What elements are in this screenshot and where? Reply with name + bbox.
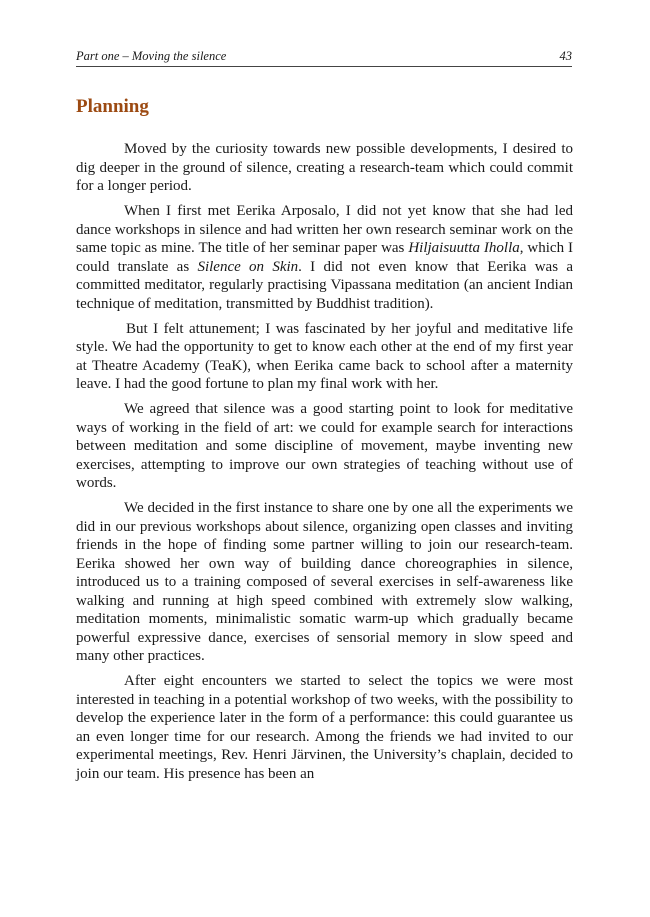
paragraph-text: After eight encounters we started to select the topics we were most interested in teaching in a potential workshop of two weeks, with the possibility to develop the experience later in the form of a performance: this could guarantee us an even longer time for our research. Among the friends we had invited to our experimental meetings, Rev. Henri Järvinen, the University’s chaplain, decided to join our team. His presence has been an <box>76 673 573 782</box>
paragraph-text: But I felt attunement; I was fascinated by her joyful and meditative life style. We had the opportunity to get to know each other at the end of my first year at Theatre Academy (TeaK), when Eerika came back to school after a maternity leave. I had the good fortune to plan my final work with her. <box>76 320 573 392</box>
paragraph <box>76 400 573 493</box>
paragraph-text: , which I could translate as <box>76 240 574 275</box>
paragraph-text: We agreed that silence was a good starting point to look for meditative ways of working in the field of art: we could for example search for interactions between meditation and some discipline of movement, maybe inventing new exercises, attempting to improve our own strategies of teaching without use of words. <box>76 401 573 491</box>
running-header <box>76 48 572 67</box>
paragraph <box>76 320 573 394</box>
paragraph <box>76 140 573 196</box>
paragraph-text: When I first met Eerika Arposalo, I did not yet know that she had led dance workshops in silence and had written her own research seminar work on the same topic as mine. The title of her seminar paper was <box>76 203 573 256</box>
paragraph <box>76 202 573 313</box>
running-header-title: Part one – Moving the silence <box>76 49 227 63</box>
paragraph-text: Moved by the curiosity towards new possible developments, I desired to dig deeper in the ground of silence, creating a research-team which could commit for a longer period. <box>76 141 573 194</box>
italic-text: Silence on Skin <box>197 258 299 275</box>
page-number: 43 <box>559 49 572 63</box>
paragraph-text: We decided in the first instance to share one by one all the experiments we did in our previous workshops about silence, organizing open classes and inviting friends in the hope of finding some partner willing to join our research-team. Eerika showed her own way of building dance choreographies in silence, introduced us to a training composed of several exercises in self-awareness like walking and running at high speed combined with extremely slow walking, meditation moments, minimalistic somatic warm-up which gradually became powerful expressive dance, exercises of sensorial memory in slow speed and many other practices. <box>76 500 573 664</box>
section-heading: Planning <box>76 96 149 117</box>
body-text <box>76 140 573 790</box>
paragraph <box>76 499 573 666</box>
italic-text: Hiljaisuutta Iholla <box>408 240 520 256</box>
paragraph <box>76 672 573 783</box>
paragraph-text: . I did not even know that Eerika was a committed meditator, regularly practising Vipassana meditation (an ancient Indian technique of meditation, transmitted by Buddhist tradition). <box>76 258 573 312</box>
